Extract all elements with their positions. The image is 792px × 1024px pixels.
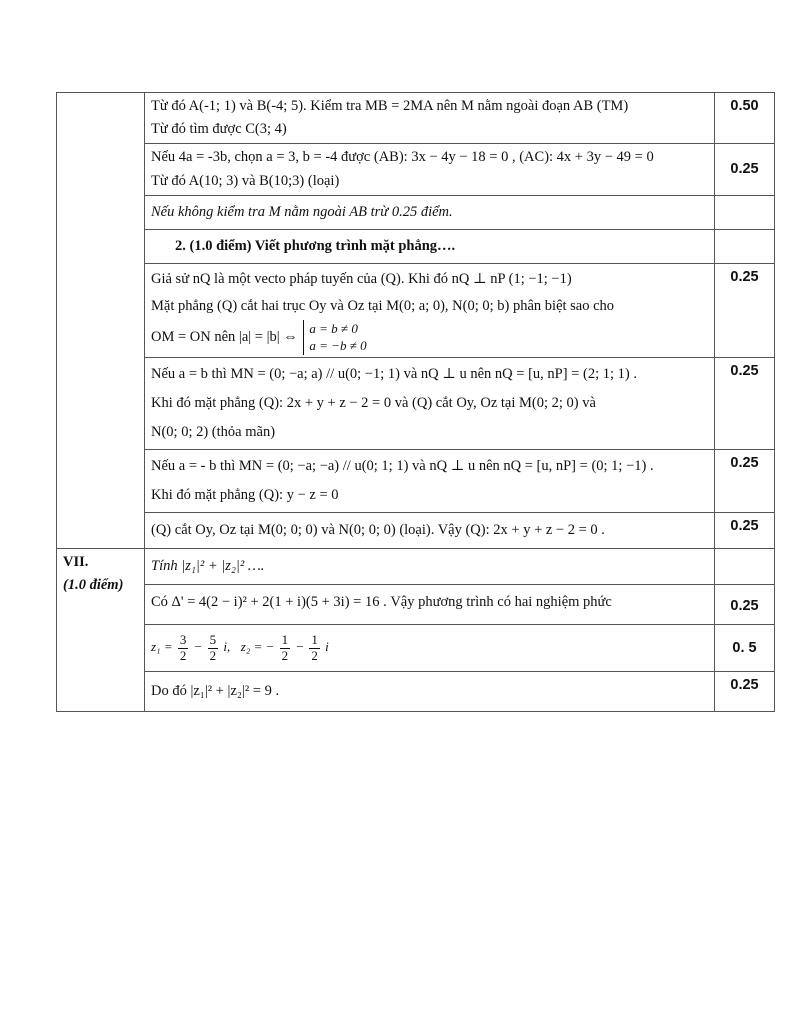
system-line: a = −b ≠ 0 <box>309 338 367 354</box>
table-row <box>57 512 775 548</box>
z2-prefix: z₂ = − <box>240 639 275 655</box>
fraction <box>280 633 291 663</box>
row-line <box>151 320 708 355</box>
section-label-cell <box>57 549 145 712</box>
table-row <box>57 93 775 144</box>
row-line: Mặt phẳng (Q) cắt hai trục Oy và Oz tại M(0; a; 0), N(0; 0; b) phân biệt sao cho <box>151 297 615 314</box>
row-line: Từ đó A(-1; 1) và B(-4; 5). Kiểm tra MB = 2MA nên M nằm ngoài đoạn AB (TM) <box>151 98 629 114</box>
fraction-numerator: 1 <box>281 632 289 648</box>
score-cell: 0.25 <box>715 585 775 625</box>
row-content <box>145 625 715 672</box>
row-line: Từ đó A(10; 3) và B(10;3) (loại) <box>151 172 340 189</box>
fraction-denominator: 2 <box>179 647 187 663</box>
row-content <box>145 357 715 449</box>
score-cell <box>715 229 775 263</box>
row-line: Khi đó mặt phẳng (Q): 2x + y + z − 2 = 0 và (Q) cắt Oy, Oz tại M(0; 2; 0) và <box>151 394 596 411</box>
table-row <box>57 585 775 625</box>
z1-suffix: i, <box>223 639 231 655</box>
operator: − <box>295 639 305 655</box>
row-line: N(0; 0; 2) (thỏa mãn) <box>151 423 276 440</box>
table-row <box>57 229 775 263</box>
system-line: a = b ≠ 0 <box>309 320 358 336</box>
table-row <box>57 672 775 712</box>
table-row <box>57 195 775 229</box>
z2-suffix: i <box>325 639 329 655</box>
score-cell: 0.25 <box>715 357 775 449</box>
score-cell: 0.50 <box>715 93 775 144</box>
row-line: Giả sử nQ là một vecto pháp tuyến của (Q). Khi đó nQ ⊥ nP (1; −1; −1) <box>151 271 572 288</box>
fraction-denominator: 2 <box>281 647 289 663</box>
row-content <box>145 93 715 144</box>
z1-expression <box>151 632 234 663</box>
score-cell: 0. 5 <box>715 625 775 672</box>
z2-expression <box>240 632 329 663</box>
fraction <box>208 633 219 663</box>
section-number: VII. <box>63 554 89 571</box>
row-content <box>145 229 715 263</box>
row-line: Do đó |z₁|² + |z₂|² = 9 . <box>151 683 280 699</box>
score-cell: 0.25 <box>715 449 775 512</box>
equation-system <box>303 320 366 355</box>
score-cell <box>715 549 775 585</box>
section-points: (1.0 điểm) <box>63 577 124 594</box>
answer-table <box>56 92 775 712</box>
row-line: Có Δ' = 4(2 − i)² + 2(1 + i)(5 + 3i) = 16 . Vậy phương trình có hai nghiệm phức <box>151 594 612 611</box>
row-line: Nếu 4a = -3b, chọn a = 3, b = -4 được (AB): 3x − 4y − 18 = 0 , (AC): 4x + 3y − 49 = 0 <box>151 149 654 166</box>
row-line: Nếu a = - b thì MN = (0; −a; −a) // u(0; 1; 1) và nQ ⊥ u nên nQ = [u, nP] = (0; 1; −1) . <box>151 457 654 474</box>
row-content <box>145 585 715 625</box>
score-cell <box>715 195 775 229</box>
section-cell-empty <box>57 93 145 549</box>
score-cell: 0.25 <box>715 512 775 548</box>
table-row <box>57 264 775 358</box>
row-line: Khi đó mặt phẳng (Q): y − z = 0 <box>151 486 339 503</box>
fraction <box>309 633 320 663</box>
table-row <box>57 357 775 449</box>
table-row <box>57 625 775 672</box>
row-content <box>145 264 715 358</box>
note-line: Nếu không kiểm tra M nằm ngoài AB trừ 0.25 điểm. <box>151 203 453 220</box>
fraction-denominator: 2 <box>209 647 217 663</box>
row-content <box>145 449 715 512</box>
table-row <box>57 549 775 585</box>
z1-prefix: z₁ = <box>151 639 173 655</box>
operator: − <box>193 639 203 655</box>
row-line: Tính |z₁|² + |z₂|² …. <box>151 558 265 575</box>
row-content <box>145 549 715 585</box>
row-content <box>145 144 715 195</box>
fraction-numerator: 5 <box>209 632 217 648</box>
score-cell: 0.25 <box>715 672 775 712</box>
row-content <box>145 512 715 548</box>
row-line: Nếu a = b thì MN = (0; −a; a) // u(0; −1; 1) và nQ ⊥ u nên nQ = [u, nP] = (2; 1; 1) . <box>151 365 637 382</box>
subheading: 2. (1.0 điểm) Viết phương trình mặt phẳng…. <box>175 237 456 254</box>
fraction-numerator: 1 <box>311 632 318 648</box>
row-content <box>145 672 715 712</box>
fraction-denominator: 2 <box>311 647 318 663</box>
fraction-numerator: 3 <box>179 632 187 648</box>
row-content <box>145 195 715 229</box>
table-row <box>57 449 775 512</box>
row-line: Từ đó tìm được C(3; 4) <box>151 121 287 138</box>
table-row <box>57 144 775 195</box>
row-line: (Q) cắt Oy, Oz tại M(0; 0; 0) và N(0; 0; 0) (loại). Vậy (Q): 2x + y + z − 2 = 0 . <box>151 521 605 538</box>
fraction <box>178 633 189 663</box>
score-cell: 0.25 <box>715 144 775 195</box>
row-line-text: OM = ON nên |a| = |b| ⇔ <box>151 328 298 345</box>
score-cell: 0.25 <box>715 264 775 358</box>
